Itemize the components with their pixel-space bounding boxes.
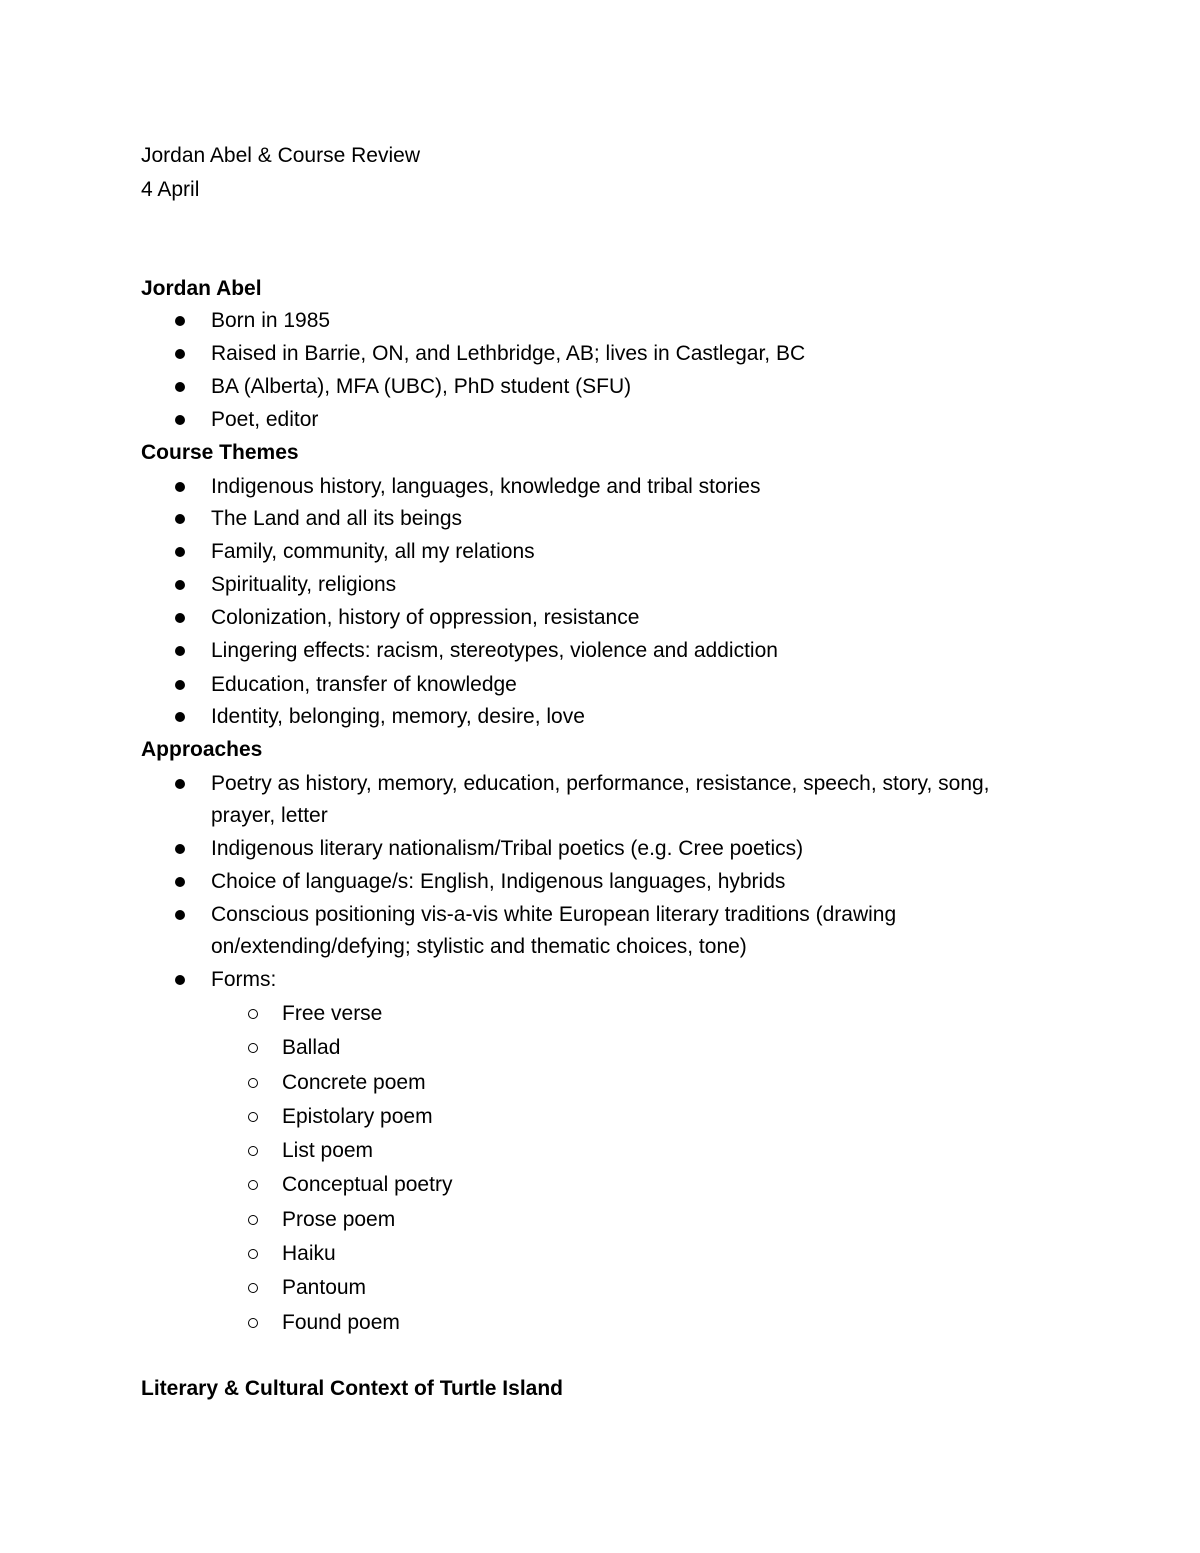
sub-list-item [0,1172,1200,1198]
document-title: Jordan Abel & Course Review [141,144,420,167]
sub-list-item-text: Concrete poem [282,1071,426,1094]
bullet-icon [175,547,185,557]
list-item [0,506,1200,532]
bullet-icon [175,415,185,425]
list-item-text: Education, transfer of knowledge [211,673,517,696]
list-item [0,308,1200,334]
sub-list-item [0,1001,1200,1027]
list-item [0,902,1200,928]
list-item [0,572,1200,598]
section-heading-approaches: Approaches [141,738,263,761]
list-item [0,638,1200,664]
bullet-icon [175,779,185,789]
sub-list-item [0,1207,1200,1233]
list-item-text: Born in 1985 [211,309,331,332]
bullet-icon [175,712,185,722]
circle-bullet-icon [248,1180,258,1190]
bullet-icon [175,613,185,623]
list-item [0,474,1200,500]
list-item [0,704,1200,730]
sub-list-item-text: List poem [282,1139,374,1162]
bullet-icon [175,316,185,326]
circle-bullet-icon [248,1043,258,1053]
bullet-icon [175,514,185,524]
bullet-icon [175,349,185,359]
list-item-text: BA (Alberta), MFA (UBC), PhD student (SFU) [211,375,632,398]
list-item-text: Identity, belonging, memory, desire, love [211,705,585,728]
list-item-text: Forms: [211,968,277,991]
list-item-text: Colonization, history of oppression, resistance [211,606,640,629]
bullet-icon [175,482,185,492]
list-item [0,672,1200,698]
list-item-continuation: prayer, letter [211,804,328,827]
section-heading-jordan-abel: Jordan Abel [141,277,262,300]
list-item [0,967,1200,993]
bullet-icon [175,877,185,887]
sub-list-item [0,1310,1200,1336]
bullet-icon [175,910,185,920]
sub-list-item [0,1138,1200,1164]
list-item-text: Indigenous literary nationalism/Tribal poetics (e.g. Cree poetics) [211,837,804,860]
sub-list-item [0,1104,1200,1130]
circle-bullet-icon [248,1078,258,1088]
sub-list-item [0,1070,1200,1096]
sub-list-item-text: Epistolary poem [282,1105,433,1128]
sub-list-item [0,1275,1200,1301]
list-item [0,374,1200,400]
list-item-text: Conscious positioning vis-a-vis white European literary traditions (drawing [211,903,897,926]
list-item [0,407,1200,433]
circle-bullet-icon [248,1009,258,1019]
sub-list-item-text: Found poem [282,1311,400,1334]
circle-bullet-icon [248,1146,258,1156]
circle-bullet-icon [248,1215,258,1225]
list-item [0,869,1200,895]
list-item-text: Choice of language/s: English, Indigenous languages, hybrids [211,870,786,893]
list-item-text: Poetry as history, memory, education, performance, resistance, speech, story, song, [211,772,990,795]
circle-bullet-icon [248,1112,258,1122]
document-date: 4 April [141,178,200,201]
section-heading-literary-context: Literary & Cultural Context of Turtle Island [141,1377,563,1400]
section-heading-course-themes: Course Themes [141,441,299,464]
bullet-icon [175,975,185,985]
sub-list-item-text: Ballad [282,1036,341,1059]
list-item [0,539,1200,565]
list-item-text: Indigenous history, languages, knowledge and tribal stories [211,475,761,498]
list-item-text: Lingering effects: racism, stereotypes, violence and addiction [211,639,778,662]
sub-list-item-text: Haiku [282,1242,336,1265]
bullet-icon [175,844,185,854]
circle-bullet-icon [248,1249,258,1259]
sub-list-item [0,1241,1200,1267]
circle-bullet-icon [248,1318,258,1328]
list-item [0,771,1200,797]
list-item-text: Family, community, all my relations [211,540,535,563]
sub-list-item-text: Pantoum [282,1276,367,1299]
list-item-text: Spirituality, religions [211,573,397,596]
list-item-text: The Land and all its beings [211,507,463,530]
bullet-icon [175,680,185,690]
sub-list-item-text: Prose poem [282,1208,396,1231]
list-item [0,341,1200,367]
list-item-text: Poet, editor [211,408,319,431]
sub-list-item-text: Conceptual poetry [282,1173,453,1196]
list-item-continuation: on/extending/defying; stylistic and thematic choices, tone) [211,935,747,958]
bullet-icon [175,382,185,392]
list-item-text: Raised in Barrie, ON, and Lethbridge, AB; lives in Castlegar, BC [211,342,806,365]
list-item [0,605,1200,631]
bullet-icon [175,646,185,656]
circle-bullet-icon [248,1283,258,1293]
sub-list-item-text: Free verse [282,1002,383,1025]
list-item [0,836,1200,862]
sub-list-item [0,1035,1200,1061]
bullet-icon [175,580,185,590]
